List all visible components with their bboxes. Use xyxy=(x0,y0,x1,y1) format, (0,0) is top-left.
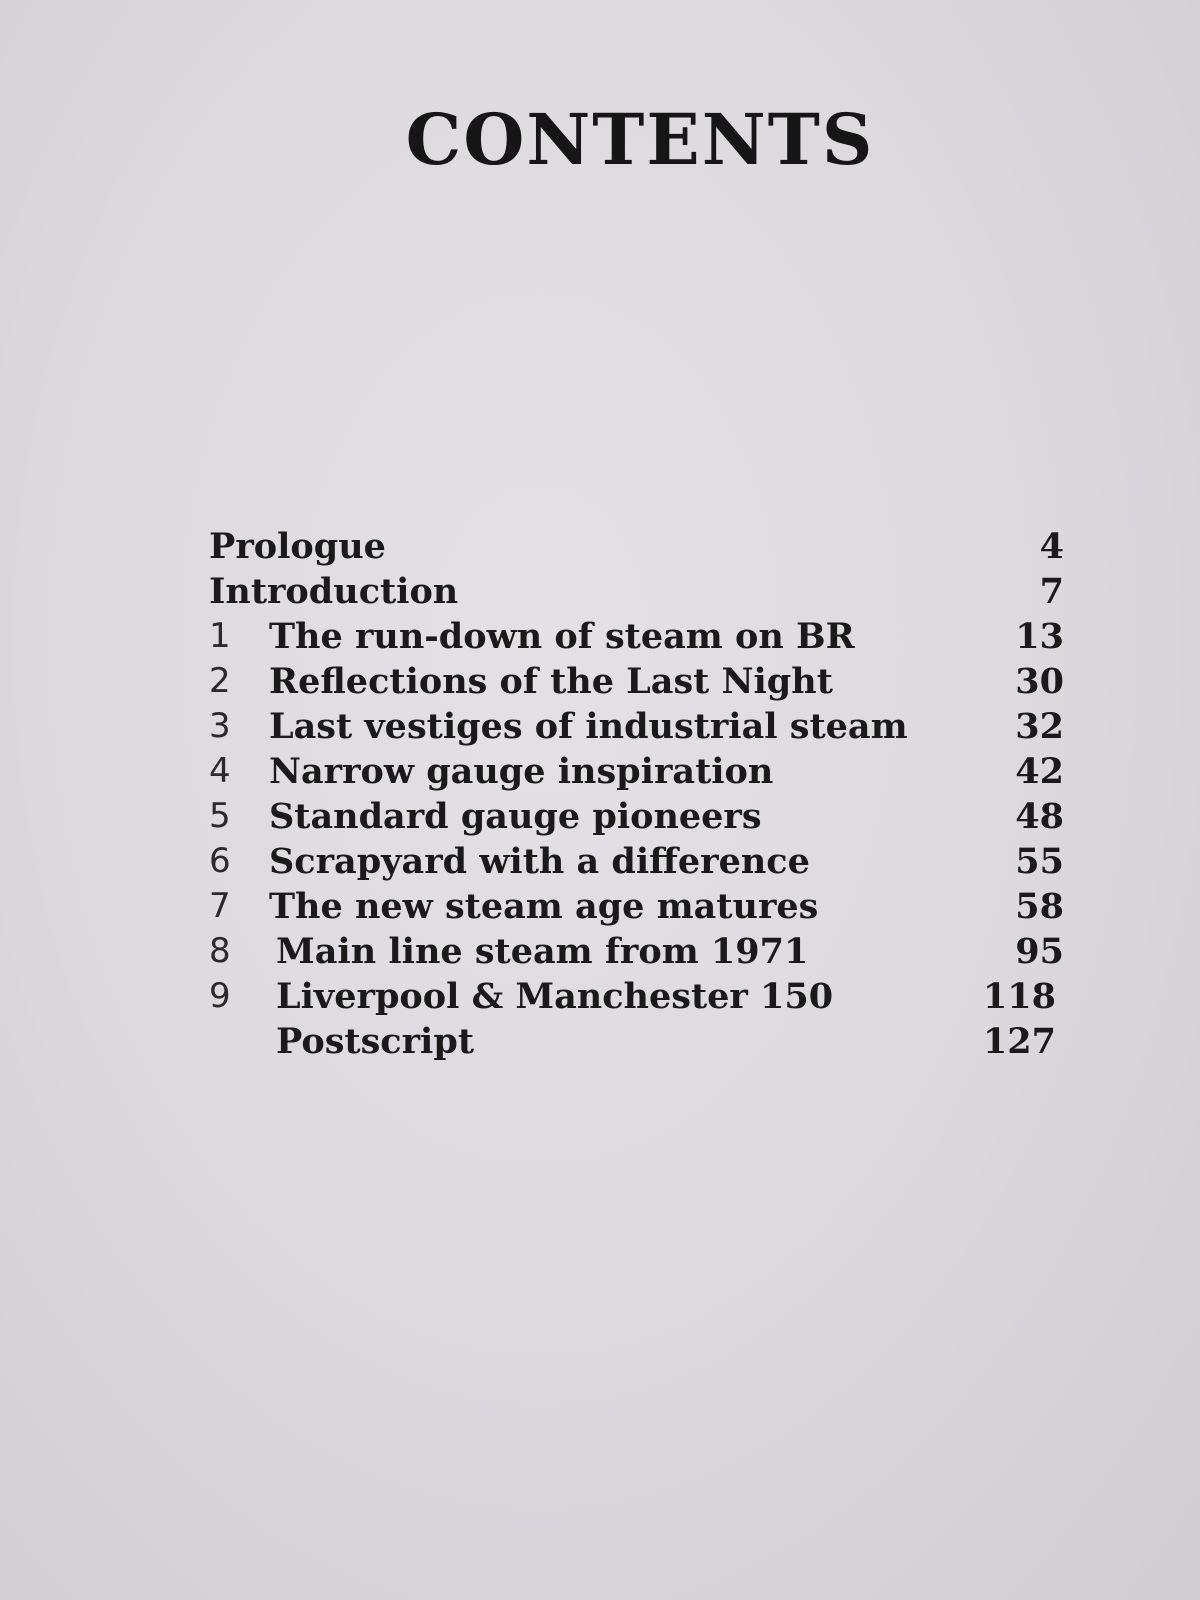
toc-entry-page: 13 xyxy=(1015,616,1064,657)
toc-entry-page: 55 xyxy=(1015,841,1064,882)
toc-entry-title: Postscript xyxy=(276,1021,474,1062)
toc-entry-title: Narrow gauge inspiration xyxy=(269,751,774,792)
toc-entry-number: 9 xyxy=(209,976,231,1016)
toc-entry-chapter-6 xyxy=(209,839,1064,884)
page-title: CONTENTS xyxy=(405,98,875,181)
toc-entry-number: 4 xyxy=(209,751,231,791)
toc-entry-number: 3 xyxy=(209,706,231,746)
toc-entry-page: 42 xyxy=(1015,751,1064,792)
toc-entry-page: 32 xyxy=(1015,706,1064,747)
toc-entry-postscript xyxy=(209,1019,1064,1064)
toc-entry-title: The run-down of steam on BR xyxy=(269,616,855,657)
toc-entry-number: 7 xyxy=(209,886,231,926)
toc-entry-introduction xyxy=(209,569,1064,614)
toc-entry-page: 118 xyxy=(982,976,1056,1017)
toc-entry-page: 95 xyxy=(1015,931,1064,972)
toc-entry-chapter-7 xyxy=(209,884,1064,929)
toc-entry-title: Liverpool & Manchester 150 xyxy=(276,976,834,1017)
toc-entry-title: The new steam age matures xyxy=(269,886,819,927)
toc-entry-chapter-5 xyxy=(209,794,1064,839)
toc-entry-page: 48 xyxy=(1015,796,1064,837)
toc-entry-title: Main line steam from 1971 xyxy=(276,931,809,972)
toc-entry-number: 8 xyxy=(209,931,231,971)
toc-entry-title: Prologue xyxy=(209,526,386,567)
toc-entry-chapter-2 xyxy=(209,659,1064,704)
toc-entry-page: 30 xyxy=(1015,661,1064,702)
toc-entry-page: 58 xyxy=(1015,886,1064,927)
toc-entry-page: 127 xyxy=(982,1021,1056,1062)
toc-entry-title: Scrapyard with a difference xyxy=(269,841,810,882)
toc-entry-chapter-9 xyxy=(209,974,1064,1019)
toc-entry-number: 6 xyxy=(209,841,231,881)
toc-entry-page: 4 xyxy=(1039,526,1064,567)
toc-entry-chapter-8 xyxy=(209,929,1064,974)
toc-entry-prologue xyxy=(209,524,1064,569)
toc-entry-title: Introduction xyxy=(209,571,459,612)
toc-entry-chapter-4 xyxy=(209,749,1064,794)
toc-entry-chapter-3 xyxy=(209,704,1064,749)
toc-entry-title: Standard gauge pioneers xyxy=(269,796,762,837)
toc-entry-page: 7 xyxy=(1039,571,1064,612)
toc-entry-chapter-1 xyxy=(209,614,1064,659)
toc-entry-number: 1 xyxy=(209,616,231,656)
toc-entry-number: 2 xyxy=(209,661,231,701)
toc-entry-number: 5 xyxy=(209,796,231,836)
toc-entry-title: Reflections of the Last Night xyxy=(269,661,833,702)
toc-entry-title: Last vestiges of industrial steam xyxy=(269,706,908,747)
table-of-contents xyxy=(209,524,1064,1064)
